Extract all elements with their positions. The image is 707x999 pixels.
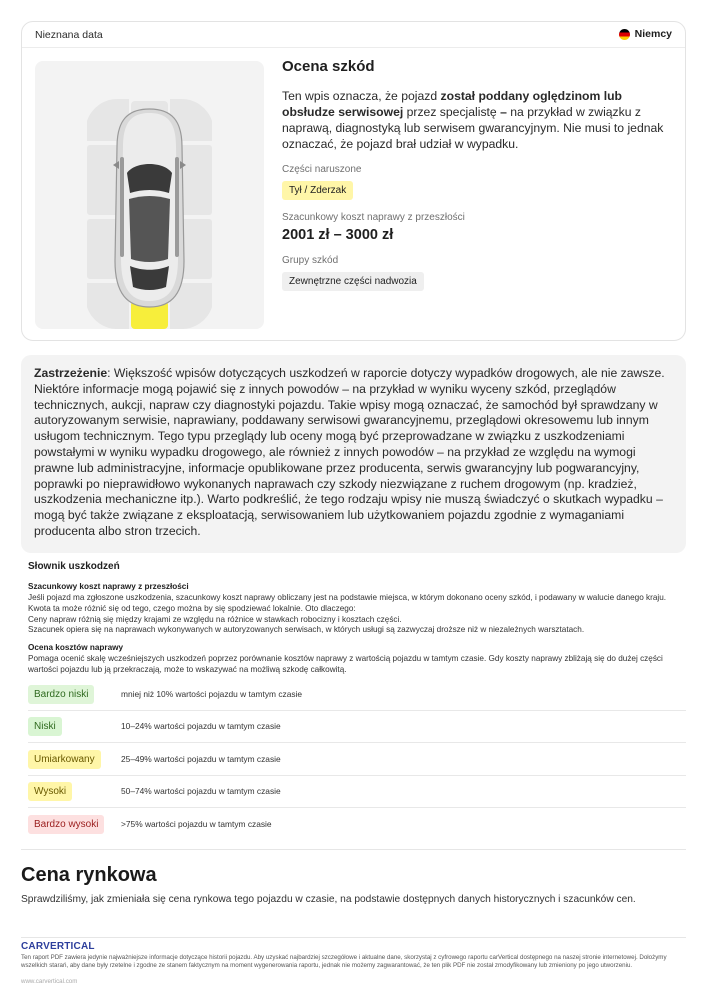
cost-levels-list: [28, 678, 686, 841]
damage-title: Ocena szkód: [282, 58, 375, 75]
market-price-description: Sprawdziliśmy, jak zmieniała się cena rynkowa tego pojazdu w czasie, na podstawie dostępnych danych historycznych i szacunków cen.: [21, 894, 636, 905]
glossary-rating-title: Ocena kosztów naprawy: [28, 643, 124, 653]
level-row-very-low: [28, 678, 686, 711]
parts-label: Części naruszone: [282, 164, 362, 175]
level-badge-moderate: Umiarkowany: [28, 750, 101, 769]
disclaimer-box: [21, 355, 686, 553]
level-row-high: [28, 776, 686, 809]
groups-label: Grupy szkód: [282, 255, 339, 266]
glossary-cost-title: Szacunkowy koszt naprawy z przeszłości: [28, 582, 189, 591]
car-damage-diagram: [35, 61, 264, 329]
level-desc-very-high: >75% wartości pojazdu w tamtym czasie: [121, 819, 272, 830]
level-row-low: [28, 711, 686, 744]
level-row-very-high: [28, 808, 686, 841]
country-label: [619, 28, 672, 40]
footer-url: www.carvertical.com: [21, 978, 78, 985]
level-desc-moderate: 25–49% wartości pojazdu w tamtym czasie: [121, 753, 281, 764]
glossary-cost-text-3: Szacunek opiera się na naprawach wykonywanych w autoryzowanych serwisach, w których usługi są zazwyczaj droższe niż w niezależnych warsztatach.: [28, 625, 585, 635]
groups-tag: Zewnętrzne części nadwozia: [282, 272, 424, 291]
level-row-moderate: [28, 743, 686, 776]
disclaimer-text: : Większość wpisów dotyczących uszkodzeń w raporcie dotyczy wypadków drogowych, ale nie zawsze. Niektóre informacje mogą pojawić się z innych powodów – na przykład w wyniku wyceny szkód, przeglądów technicznych, aukcji, napraw czy diagnostyki pojazdu. Takie wpisy mogą oznaczać, że samochód był sprawdzany w autoryzowanym serwisie, naprawiany, poddawany serwisowi gwarancyjnemu, przeglądowi okresowemu lub innym usługom technicznym. Tego typu przeglądy lub oceny mogą być przeprowadzane w związku z uszkodzeniami powstałymi w wyniku wypadku drogowego, ale również z innych powodów – na przykład ze względu na wymogi prawne lub administracyjne, informacje opublikowane przez producenta, serwis gwarancyjny lub pogwarancyjny, poprawki po nieprawidłowo wykonanych naprawach czy szkody niezwiązane z ruchem drogowym (np. kradzież, uszkodzenia mechaniczne itp.). Warto podkreślić, że tego rodzaju wpisy nie muszą świadczyć o skutkach wypadku – mogą być także związane z eksploatacją, serwisowaniem lub użytkowaniem pojazdu zgodnie z wymaganiami producenta albo stron trzecich.: [34, 366, 665, 538]
damage-card-header: [22, 22, 685, 48]
date-label: Nieznana data: [35, 29, 103, 41]
level-desc-very-low: mniej niż 10% wartości pojazdu w tamtym czasie: [121, 688, 303, 699]
level-badge-high: Wysoki: [28, 782, 72, 801]
disclaimer-heading: Zastrzeżenie: [34, 366, 108, 380]
car-body: [113, 109, 186, 307]
level-desc-low: 10–24% wartości pojazdu w tamtym czasie: [121, 721, 281, 732]
damage-glossary: [28, 561, 688, 676]
car-top-view-icon: [35, 61, 264, 329]
cost-value: 2001 zł – 3000 zł: [282, 227, 394, 243]
damage-details: [282, 58, 677, 291]
parts-tag: Tył / Zderzak: [282, 181, 353, 200]
market-price-heading: Cena rynkowa: [21, 864, 157, 886]
section-divider: [21, 849, 686, 850]
glossary-cost-text-1: Jeśli pojazd ma zgłoszone uszkodzenia, szacunkowy koszt naprawy obliczany jest na podstawie miejsca, w którym dokonano oceny szkód, i podawany w walucie danego kraju. Kwota ta może różnić się od tego, czego można by się spodziewać lokalnie. Oto dlaczego:: [28, 593, 667, 613]
glossary-cost-text-2: Ceny napraw różnią się między krajami ze względu na różnice w stawkach robocizny i kosztach części.: [28, 614, 402, 624]
carvertical-logo: CARVERTICAL: [21, 941, 95, 952]
damage-card: [21, 21, 686, 341]
level-desc-high: 50–74% wartości pojazdu w tamtym czasie: [121, 786, 281, 797]
footer-divider: [21, 937, 686, 938]
cost-label: Szacunkowy koszt naprawy z przeszłości: [282, 212, 465, 223]
damage-description: Ten wpis oznacza, że pojazd został poddany oględzinom lub obsłudze serwisowej przez specjalistę – na przykład w związku z naprawą, diagnostyką lub serwisem gwarancyjnym. Nie musi to jednak oznaczać, że pojazd brał udział w wypadku.: [282, 89, 664, 151]
country-name: Niemcy: [634, 28, 672, 40]
level-badge-very-low: Bardzo niski: [28, 685, 94, 704]
germany-flag-icon: [619, 29, 630, 40]
glossary-rating-text: Pomaga ocenić skalę wcześniejszych uszkodzeń poprzez porównanie kosztów naprawy z wartością pojazdu w tamtym czasie. Gdy koszty naprawy zbliżają się do dużej części wartości pojazdu lub ją przekraczają, może to wskazywać na możliwą szkodę całkowitą.: [28, 654, 663, 674]
footer-disclaimer: Ten raport PDF zawiera jedynie najważniejsze informacje dotyczące historii pojazdu. Aby uzyskać najbardziej szczegółowe i aktualne dane, skorzystaj z cyfrowego raportu carVertical dostępnego na naszej stronie internetowej. Dołożymy wszelkich starań, aby dane były rzetelne i zgodne ze stanem faktycznym na moment wygenerowania raportu, jednak nie możemy zagwarantować, że ten plik PDF nie został zmodyfikowany lub zmieniony po jego utworzeniu.: [21, 954, 667, 969]
level-badge-low: Niski: [28, 717, 62, 736]
level-badge-very-high: Bardzo wysoki: [28, 815, 104, 834]
glossary-title: Słownik uszkodzeń: [28, 561, 120, 572]
